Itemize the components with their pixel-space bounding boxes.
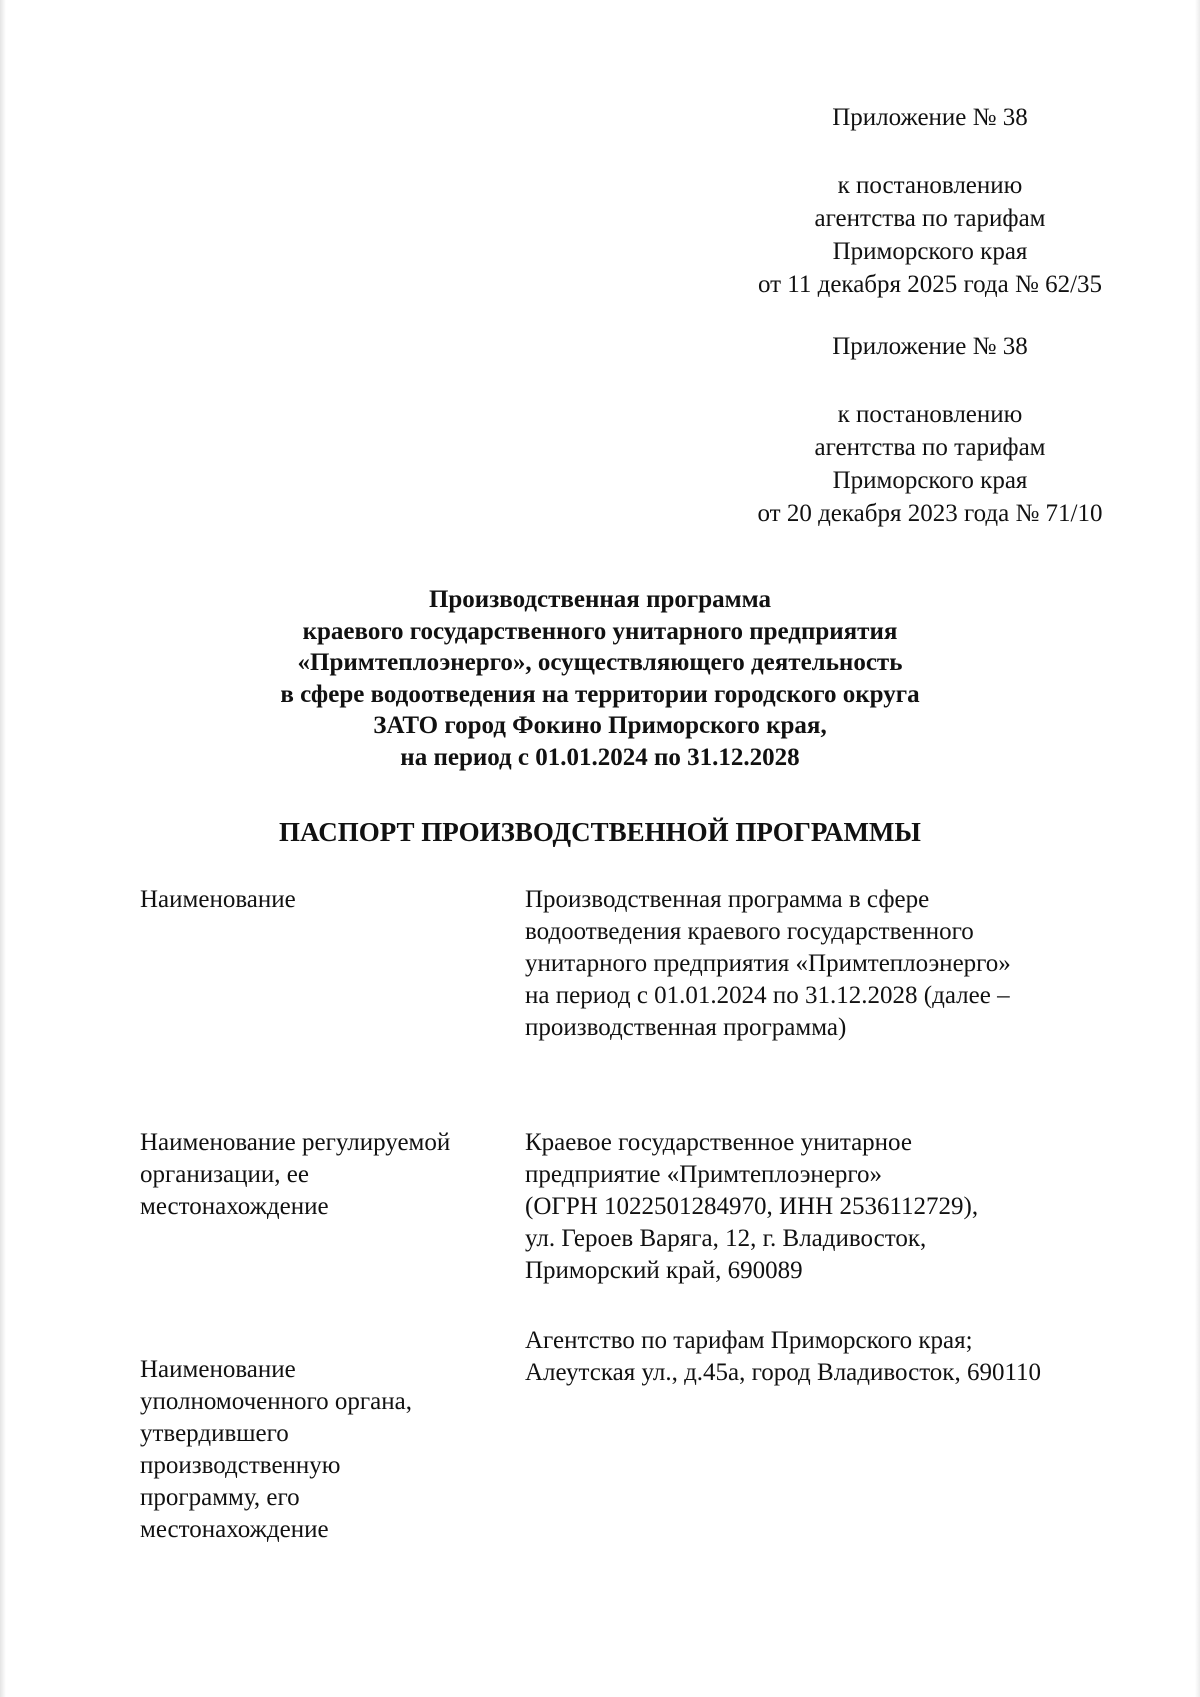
- label-line: программу, его: [140, 1484, 300, 1511]
- appendix-line: Приморского края: [832, 467, 1028, 494]
- passport-heading: ПАСПОРТ ПРОИЗВОДСТВЕННОЙ ПРОГРАММЫ: [279, 817, 921, 847]
- appendix-date-number: от 20 декабря 2023 года № 71/10: [757, 500, 1103, 527]
- value-line: производственная программа): [525, 1014, 847, 1041]
- label-line: утвердившего: [140, 1420, 289, 1447]
- appendix-line: к постановлению: [837, 401, 1023, 428]
- title-line: в сфере водоотведения на территории городского округа: [280, 680, 920, 708]
- appendix-line: к постановлению: [837, 172, 1023, 199]
- label-line: организации, ее: [140, 1161, 309, 1188]
- appendix-header-current: [700, 101, 1160, 301]
- label-line: Наименование регулируемой: [140, 1129, 451, 1156]
- title-line: краевого государственного унитарного предприятия: [302, 617, 898, 645]
- title-line: «Примтеплоэнерго», осуществляющего деятельность: [297, 649, 903, 676]
- row-value: [525, 884, 1145, 1044]
- label-line: местонахождение: [140, 1193, 329, 1220]
- row-label: [140, 1354, 500, 1546]
- value-line: Производственная программа в сфере: [525, 886, 930, 913]
- row-value: [525, 1325, 1145, 1389]
- title-line: ЗАТО город Фокино Приморского края,: [373, 712, 827, 739]
- appendix-number: Приложение № 38: [832, 104, 1028, 131]
- value-line: унитарного предприятия «Примтеплоэнерго»: [525, 950, 1011, 977]
- title-line: Производственная программа: [428, 586, 772, 613]
- appendix-line: агентства по тарифам: [814, 205, 1046, 232]
- value-line: ул. Героев Варяга, 12, г. Владивосток,: [525, 1225, 927, 1252]
- label-line: Наименование: [140, 1356, 296, 1383]
- value-line: Приморский край, 690089: [525, 1257, 803, 1284]
- value-line: (ОГРН 1022501284970, ИНН 2536112729),: [525, 1193, 979, 1220]
- appendix-number: Приложение № 38: [832, 333, 1028, 360]
- appendix-line: Приморского края: [832, 238, 1028, 265]
- value-line: предприятие «Примтеплоэнерго»: [525, 1161, 883, 1188]
- row-label: [140, 1127, 500, 1223]
- value-line: Краевое государственное унитарное: [525, 1129, 912, 1156]
- value-line: Алеутская ул., д.45а, город Владивосток, 690110: [525, 1359, 1042, 1386]
- label-line: производственную: [140, 1452, 341, 1479]
- value-line: на период с 01.01.2024 по 31.12.2028 (далее –: [525, 982, 1010, 1009]
- row-label: [140, 884, 500, 916]
- value-line: Агентство по тарифам Приморского края;: [525, 1327, 973, 1354]
- label-line: уполномоченного органа,: [140, 1388, 412, 1415]
- title-line: на период с 01.01.2024 по 31.12.2028: [400, 743, 800, 771]
- appendix-line: агентства по тарифам: [814, 434, 1046, 461]
- value-line: водоотведения краевого государственного: [525, 918, 974, 945]
- program-title: [0, 584, 1200, 773]
- appendix-date-number: от 11 декабря 2025 года № 62/35: [757, 271, 1103, 298]
- row-value: [525, 1127, 1145, 1287]
- appendix-header-previous: [700, 330, 1160, 530]
- label-line: местонахождение: [140, 1516, 329, 1543]
- label-line: Наименование: [140, 886, 296, 913]
